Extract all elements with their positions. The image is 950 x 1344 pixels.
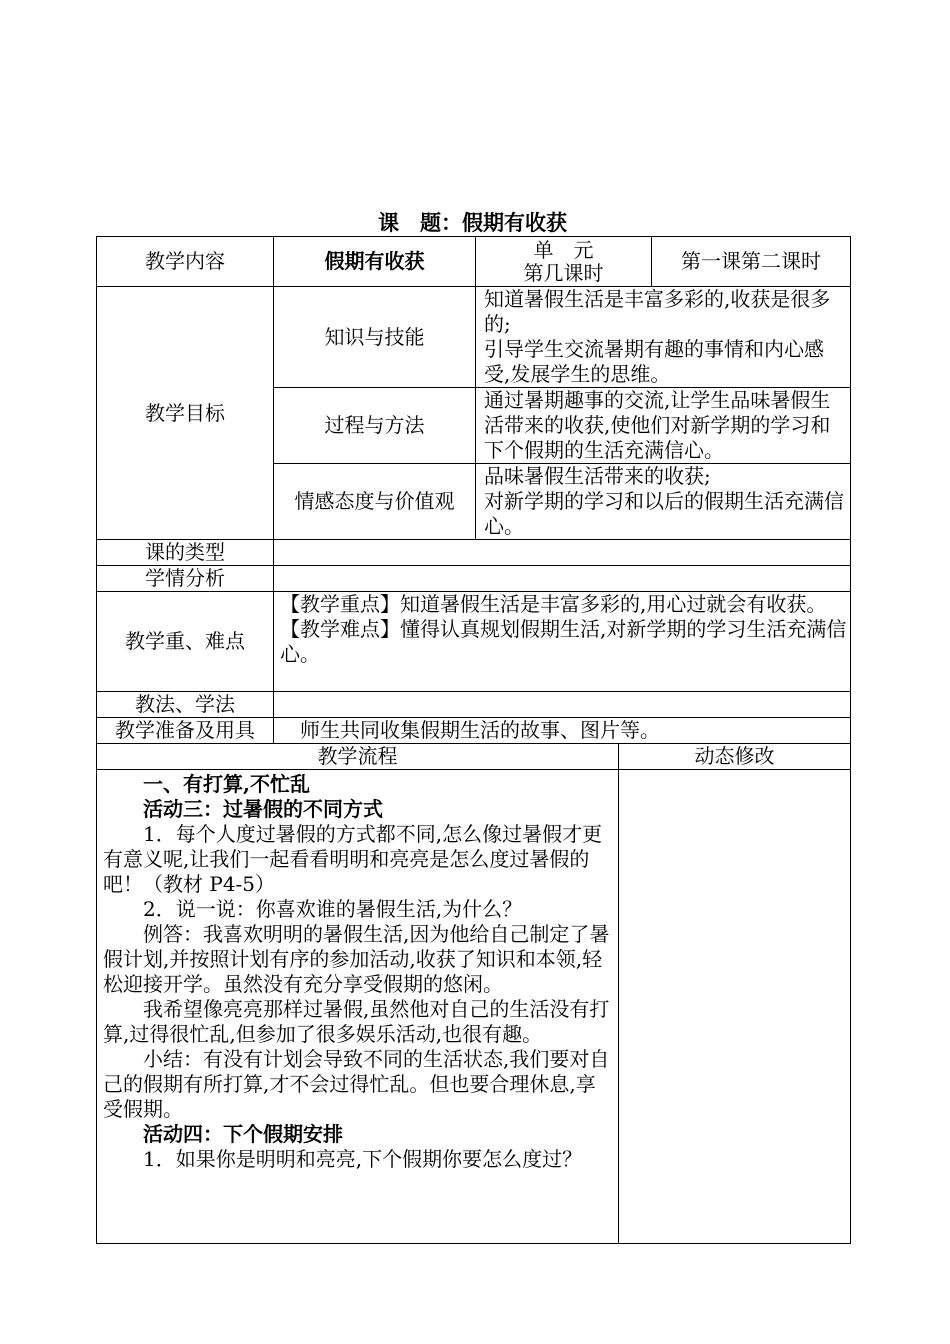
objective-detail: 通过暑期趣事的交流,让学生品味暑假生活带来的收获,使他们对新学期的学习和下个假期的生活充满信心。 xyxy=(476,388,851,464)
key-points-label: 教学重、难点 xyxy=(97,592,274,692)
analysis-label: 学情分析 xyxy=(97,566,274,592)
flow-paragraph: 我希望像亮亮那样过暑假,虽然他对自己的生活没有打算,过得很忙乱,但参加了很多娱乐活动,也很有趣。 xyxy=(103,997,610,1046)
flow-heading: 一、有打算,不忙乱 xyxy=(143,772,310,796)
methods-label: 教法、学法 xyxy=(97,692,274,718)
flow-paragraph: 2．说一说：你喜欢谁的暑假生活,为什么？ xyxy=(143,897,523,921)
key-points-detail: 【教学重点】知道暑假生活是丰富多彩的,用心过就会有收获。 【教学难点】懂得认真规划假期生活,对新学期的学习生活充满信心。 xyxy=(274,592,851,692)
content-label: 教学内容 xyxy=(97,237,274,287)
unit-label: 单 元 第几课时 xyxy=(476,237,652,287)
analysis-value xyxy=(274,566,851,592)
flow-heading: 活动三：过暑假的不同方式 xyxy=(143,797,383,821)
teaching-flow xyxy=(97,770,619,1244)
flow-paragraph: 例答：我喜欢明明的暑假生活,因为他给自己制定了暑假计划,并按照计划有序的参加活动,收获了知识和本领,轻松迎接开学。虽然没有充分享受假期的悠闲。 xyxy=(103,922,610,996)
lesson-type-label: 课的类型 xyxy=(97,540,274,566)
flow-paragraph: 1．如果你是明明和亮亮,下个假期你要怎么度过？ xyxy=(143,1147,583,1171)
objective-detail: 知道暑假生活是丰富多彩的,收获是很多的; 引导学生交流暑期有趣的事情和内心感受,发展学生的思维。 xyxy=(476,287,851,388)
objective-category: 过程与方法 xyxy=(274,388,476,464)
unit-value: 第一课第二课时 xyxy=(652,237,851,287)
flow-paragraph: 小结：有没有计划会导致不同的生活状态,我们要对自己的假期有所打算,才不会过得忙乱。但也要合理休息,享受假期。 xyxy=(103,1047,610,1121)
objective-category: 知识与技能 xyxy=(274,287,476,388)
page-title: 课 题：假期有收获 xyxy=(113,210,571,237)
flow-header: 教学流程 xyxy=(97,744,619,770)
prep-label: 教学准备及用具 xyxy=(97,718,274,744)
objective-detail: 品味暑假生活带来的收获; 对新学期的学习和以后的假期生活充满信心。 xyxy=(476,464,851,540)
objectives-label: 教学目标 xyxy=(97,287,274,540)
revision-header: 动态修改 xyxy=(619,744,851,770)
flow-paragraph: 1．每个人度过暑假的方式都不同,怎么像过暑假才更有意义呢,让我们一起看看明明和亮亮是怎么度过暑假的吧！（教材 P4-5） xyxy=(103,822,603,896)
lesson-plan-table xyxy=(96,236,851,1244)
lesson-type-value xyxy=(274,540,851,566)
revision-area xyxy=(619,770,851,1244)
prep-value: 师生共同收集假期生活的故事、图片等。 xyxy=(274,718,851,744)
flow-heading: 活动四：下个假期安排 xyxy=(143,1122,343,1146)
methods-value xyxy=(274,692,851,718)
objective-category: 情感态度与价值观 xyxy=(274,464,476,540)
content-value: 假期有收获 xyxy=(274,237,476,287)
